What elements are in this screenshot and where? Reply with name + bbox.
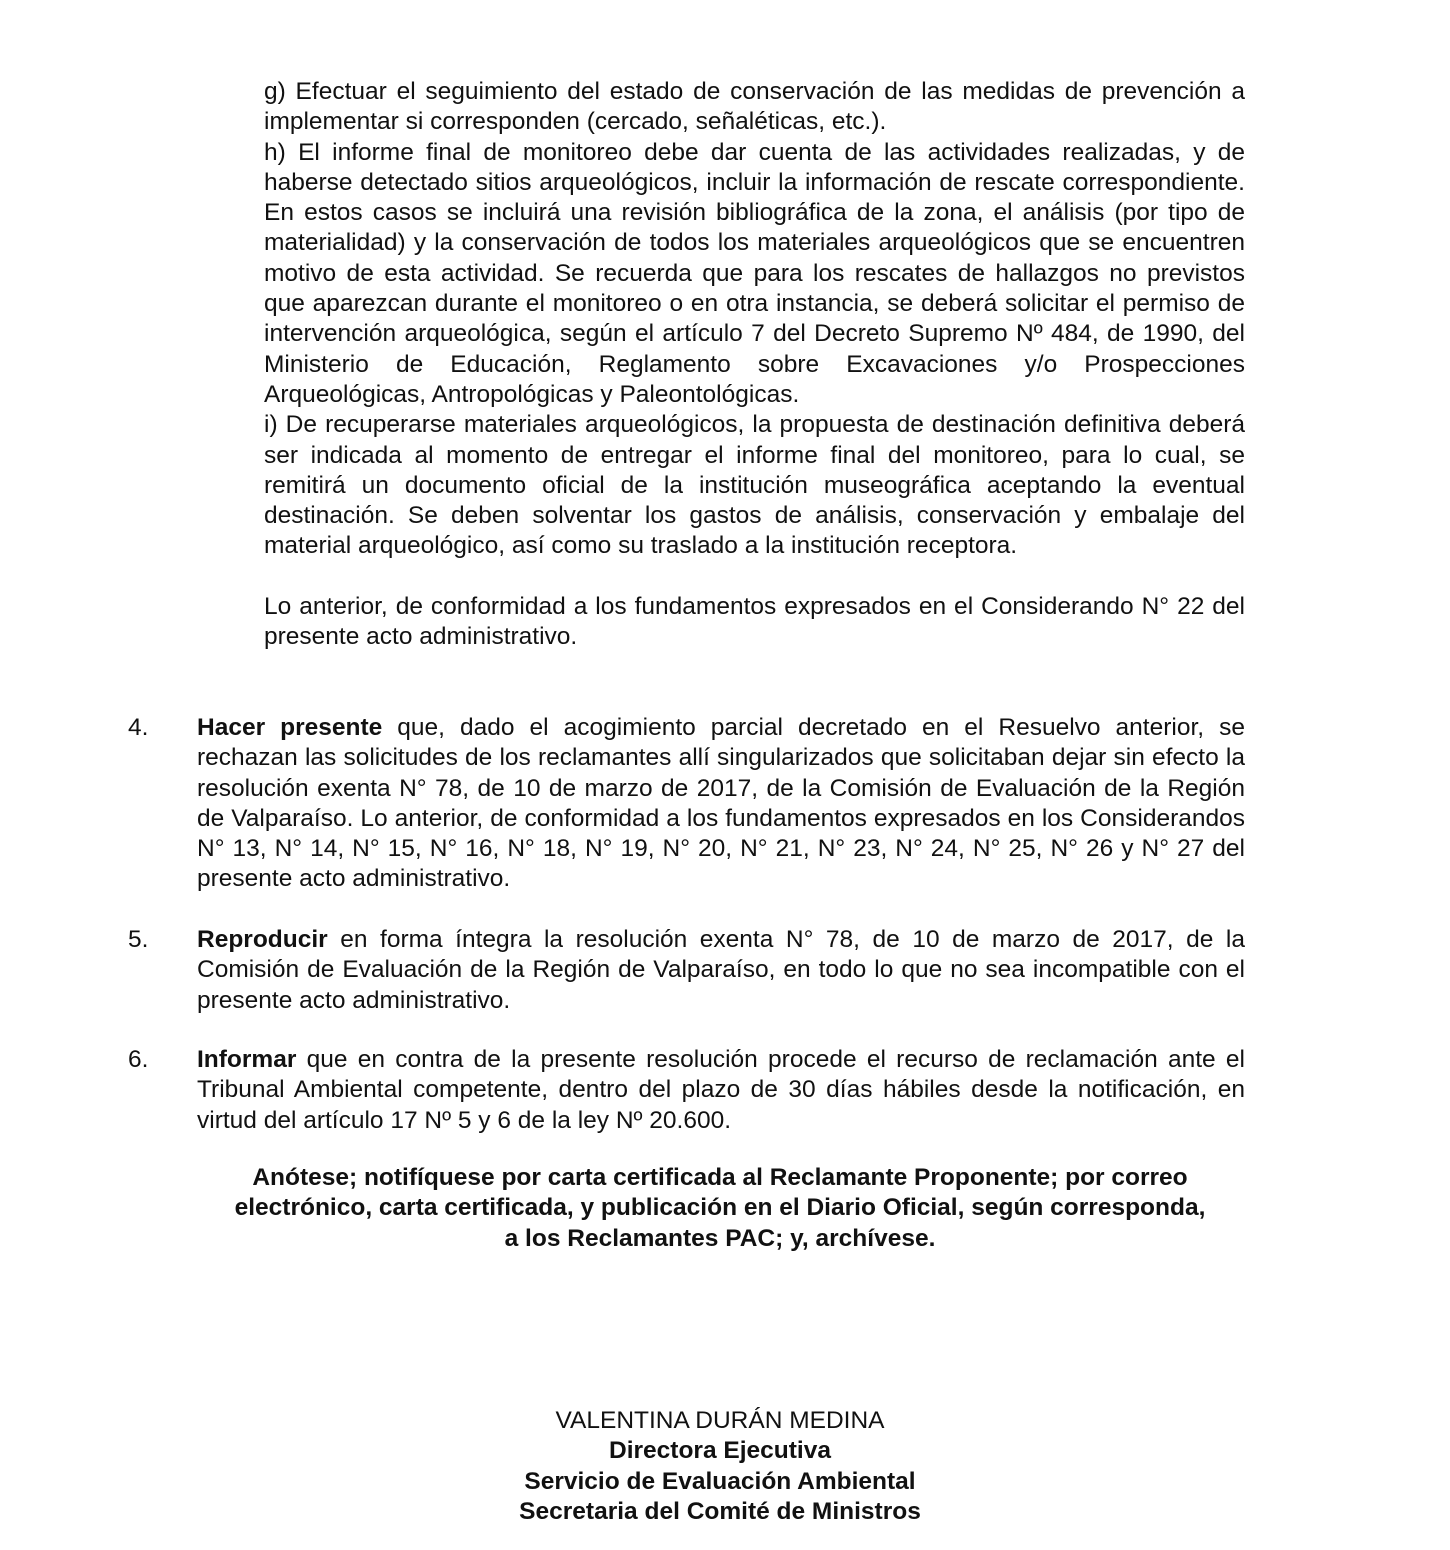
resolution-item-4 [128, 713, 1245, 895]
item-body [197, 1045, 1245, 1136]
item-text: que en contra de la presente resolución procede el recurso de reclamación ante el Tribunal Ambiental competente, dentro del plazo de 30 días hábiles desde la notificación, en virtud del artículo 17 Nº 5 y 6 de la ley Nº 20.600. [197, 1046, 1245, 1134]
item-verb: Hacer presente [197, 714, 383, 741]
item-body [197, 925, 1245, 1016]
closing-line: electrónico, carta certificada, y publicación en el Diario Oficial, según corresponda, [234, 1194, 1206, 1222]
closing-line: Anótese; notifíquese por carta certificada al Reclamante Proponente; por correo [252, 1164, 1188, 1191]
sub-items-block [264, 77, 1245, 652]
sub-item-h: h) El informe final de monitoreo debe dar cuenta de las actividades realizadas, y de haberse detectado sitios arqueológicos, incluir la información de rescate correspondiente. En estos casos se incluirá una revisión bibliográfica de la zona, el análisis (por tipo de materialidad) y la conservación de todos los materiales arqueológicos que se encuentren motivo de esta actividad. Se recuerda que para los rescates de hallazgos no previstos que aparezcan durante el monitoreo o en otra instancia, se deberá solicitar el permiso de intervención arqueológica, según el artículo 7 del Decreto Supremo Nº 484, de 1990, del Ministerio de Educación, Reglamento sobre Excavaciones y/o Prospecciones Arqueológicas, Antropológicas y Paleontológicas. [264, 138, 1245, 408]
item-verb: Reproducir [197, 926, 328, 953]
signatory-committee: Secretaria del Comité de Ministros [519, 1497, 921, 1525]
signatory-name: VALENTINA DURÁN MEDINA [555, 1407, 885, 1434]
item-number: 5. [128, 926, 149, 953]
closing-line: a los Reclamantes PAC; y, archívese. [504, 1224, 936, 1252]
conformity-note: Lo anterior, de conformidad a los fundamentos expresados en el Considerando N° 22 del presente acto administrativo. [264, 592, 1245, 651]
resolution-item-6 [128, 1045, 1245, 1136]
resolution-item-5 [128, 925, 1245, 1016]
signature-block [420, 1406, 1020, 1527]
item-number: 4. [128, 714, 149, 741]
item-text: en forma íntegra la resolución exenta N° 78, de 10 de marzo de 2017, de la Comisión de Evaluación de la Región de Valparaíso, en todo lo que no sea incompatible con el presente acto administrativo. [197, 926, 1245, 1014]
item-number: 6. [128, 1046, 149, 1073]
signatory-organization: Servicio de Evaluación Ambiental [524, 1467, 916, 1495]
item-text: que, dado el acogimiento parcial decretado en el Resuelvo anterior, se rechazan las solicitudes de los reclamantes allí singularizados que solicitaban dejar sin efecto la resolución exenta N° 78, de 10 de marzo de 2017, de la Comisión de Evaluación de la Región de Valparaíso. Lo anterior, de conformidad a los fundamentos expresados en los Considerandos N° 13, N° 14, N° 15, N° 16, N° 18, N° 19, N° 20, N° 21, N° 23, N° 24, N° 25, N° 26 y N° 27 del presente acto administrativo. [197, 714, 1245, 893]
sub-item-g: g) Efectuar el seguimiento del estado de conservación de las medidas de prevención a implementar si corresponden (cercado, señaléticas, etc.). [264, 78, 1245, 136]
signatory-title: Directora Ejecutiva [609, 1437, 831, 1465]
closing-formula [190, 1163, 1250, 1254]
paragraph-spacer [264, 562, 1245, 592]
sub-item-i: i) De recuperarse materiales arqueológicos, la propuesta de destinación definitiva deberá ser indicada al momento de entregar el informe final del monitoreo, para lo cual, se remitirá un documento oficial de la institución museográfica aceptando la eventual destinación. Se deben solventar los gastos de análisis, conservación y embalaje del material arqueológico, así como su traslado a la institución receptora. [264, 411, 1245, 560]
item-verb: Informar [197, 1046, 297, 1073]
item-body [197, 713, 1245, 895]
